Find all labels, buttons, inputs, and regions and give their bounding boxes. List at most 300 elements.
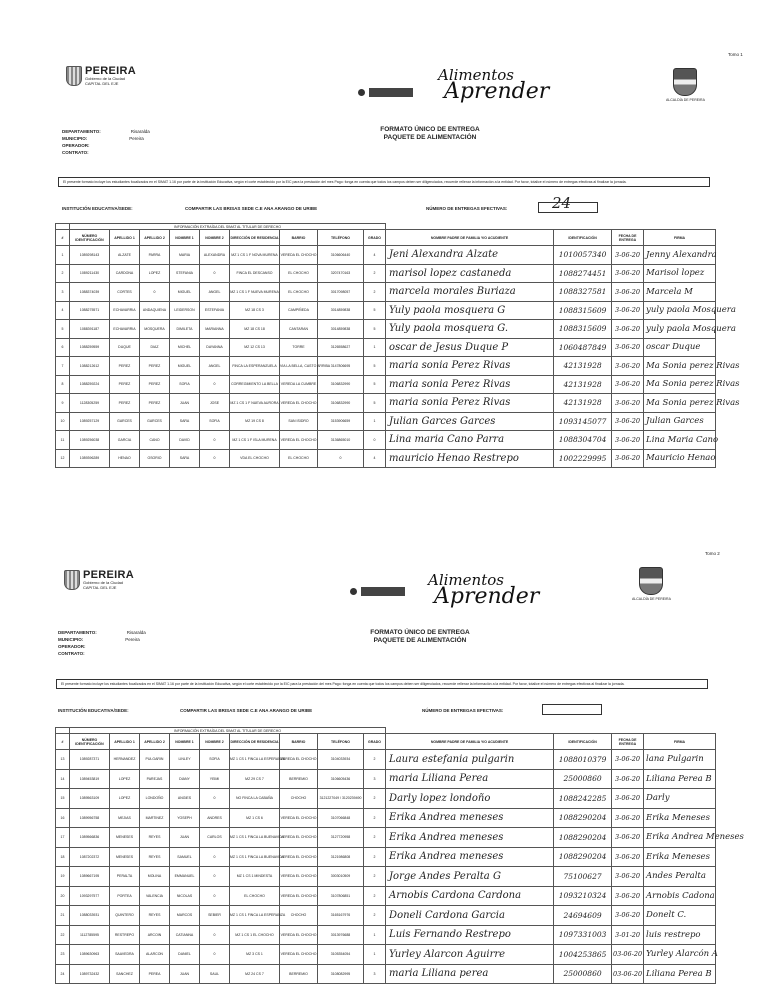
cell-n1: DANIEL: [170, 945, 200, 965]
column-header-ap1: APELLIDO 1: [110, 734, 140, 750]
cell-n: 5: [56, 320, 70, 339]
cell-firma: Mauricio Henao: [644, 449, 716, 468]
cell-ap1: MENESES: [110, 828, 140, 848]
cell-acu: mauricio Henao Restrepo: [386, 449, 554, 468]
cell-n1: EMMANUEL: [170, 867, 200, 887]
cell-n: 19: [56, 867, 70, 887]
cell-tel: 3014859838: [318, 301, 364, 320]
cell-n: 21: [56, 906, 70, 926]
cell-tel: 3127720958: [318, 828, 364, 848]
cell-firma: Marisol lopez: [644, 264, 716, 283]
cell-grado: 5: [364, 394, 386, 413]
cell-ap1: PEREZ: [110, 357, 140, 376]
column-header-tel: TELÉFONO: [318, 734, 364, 750]
cell-id: 1093210324: [554, 886, 612, 906]
cell-fecha: 3-06-20: [612, 375, 644, 394]
cell-firma: Erika Meneses: [644, 847, 716, 867]
cell-acu: Erika Andrea meneses: [386, 828, 554, 848]
cell-id: 75100627: [554, 867, 612, 887]
cell-acu: Doneli Cardona Garcia: [386, 906, 554, 926]
cell-dir: MZ 1 CS 1 EL CHOCHO: [230, 925, 280, 945]
cell-firma: Liliana Perea B: [644, 964, 716, 984]
cell-firma: Liliana Perea B: [644, 769, 716, 789]
cell-grado: 3: [364, 964, 386, 984]
cell-n: 4: [56, 301, 70, 320]
pereira-subtitle-2: CAPITAL DEL EJE: [85, 80, 119, 86]
column-header-acudiente: NOMBRE PADRE DE FAMILIA Y/O ACUDIENTE: [386, 230, 554, 246]
cell-barrio: VEREDA EL CHOCHO: [280, 246, 318, 265]
cell-ap1: PEREZ: [110, 375, 140, 394]
column-header-grado: GRADO: [364, 230, 386, 246]
cell-fecha: 3-06-20: [612, 283, 644, 302]
cell-ap1: SAAVEDRA: [110, 945, 140, 965]
cell-tel: 3105354054: [318, 945, 364, 965]
cell-n: 8: [56, 375, 70, 394]
cell-dir: MZ 3 CS 1: [230, 945, 280, 965]
cell-acu: Yuly paola mosquera G: [386, 301, 554, 320]
cell-grado: 4: [364, 449, 386, 468]
pereira-subtitle-2: CAPITAL DEL EJE: [83, 584, 117, 590]
cell-acu: Yuly paola mosquera G.: [386, 320, 554, 339]
cell-dir: NO FINCA LA CABAÑA: [230, 789, 280, 809]
cell-barrio: VIA LA BELLA, CASTO ARRIBA: [280, 357, 318, 376]
cell-tel: 3106605436: [318, 769, 364, 789]
column-header-acudiente: NOMBRE PADRE DE FAMILIA Y/O ACUDIENTE: [386, 734, 554, 750]
cell-n: 2: [56, 264, 70, 283]
cell-acu: Jeni Alexandra Alzate: [386, 246, 554, 265]
cell-grado: 2: [364, 283, 386, 302]
cell-fecha: 3-06-20: [612, 246, 644, 265]
cell-ap1: LOPEZ: [110, 789, 140, 809]
cell-firma: Lina Maria Cano: [644, 431, 716, 450]
cell-doc: 1089287371: [70, 750, 110, 770]
column-header-barrio: BARRIO: [280, 230, 318, 246]
cell-fecha: 3-06-20: [612, 769, 644, 789]
cell-n2: ANGEL: [200, 357, 230, 376]
cell-barrio: BERREMIO: [280, 769, 318, 789]
cell-doc: 1088033931: [70, 906, 110, 926]
deliveries-box: [542, 704, 602, 715]
table-row: [56, 431, 716, 450]
cell-n1: STEFANIA: [170, 264, 200, 283]
cell-ap2: OSORIO: [140, 449, 170, 468]
cell-fecha: 3-06-20: [612, 867, 644, 887]
cell-grado: 1: [364, 945, 386, 965]
cell-dir: MZ 1 CS 1 F NUEVA MURENA: [230, 283, 280, 302]
cell-ap1: MENESES: [110, 847, 140, 867]
cell-doc: 1089257129: [70, 412, 110, 431]
cell-firma: yuly paola Mosquera: [644, 301, 716, 320]
cell-acu: oscar de Jesus Duque P: [386, 338, 554, 357]
cell-dir: MZ 1 CS 1 F NUEVA AURORA: [230, 394, 280, 413]
cell-id: 1002229995: [554, 449, 612, 468]
cell-acu: maria Liliana Perea: [386, 769, 554, 789]
table-row: [56, 301, 716, 320]
table-row: [56, 449, 716, 468]
cell-n1: LEIDERSON: [170, 301, 200, 320]
cell-grado: 0: [364, 431, 386, 450]
cell-n2: 0: [200, 789, 230, 809]
cell-barrio: VEREDA EL CHOCHO: [280, 431, 318, 450]
cell-tel: 3121986808: [318, 847, 364, 867]
cell-acu: Erika Andrea meneses: [386, 847, 554, 867]
cell-ap2: ALARCON: [140, 945, 170, 965]
cell-doc: 1088259224: [70, 375, 110, 394]
cell-dir: MZ 18 CS 3: [230, 301, 280, 320]
cell-fecha: 3-06-20: [612, 320, 644, 339]
pereira-subtitle: Gobierno de la Ciudad: [83, 580, 124, 585]
cell-n2: ESTEFANIA: [200, 301, 230, 320]
cell-barrio: EL CHOCHO: [280, 449, 318, 468]
cell-n: 7: [56, 357, 70, 376]
cell-id: 1088290204: [554, 847, 612, 867]
cell-dir: FINCA LA ESPERANZUELA: [230, 357, 280, 376]
cell-grado: 1: [364, 925, 386, 945]
cell-doc: 1093297577: [70, 886, 110, 906]
cell-n2: 0: [200, 945, 230, 965]
cell-doc: 1087202372: [70, 847, 110, 867]
cell-firma: Erika Andrea Meneses: [644, 828, 716, 848]
cell-firma: Ma Sonia perez Rivas: [644, 394, 716, 413]
cell-n: 13: [56, 750, 70, 770]
cell-barrio: VEREDA EL CHOCHO: [280, 886, 318, 906]
cell-ap1: LOPEZ: [110, 769, 140, 789]
cell-doc: 1089298143: [70, 246, 110, 265]
cell-barrio: VEREDA LA CUMBRE: [280, 375, 318, 394]
cell-fecha: 3-06-20: [612, 431, 644, 450]
cell-barrio: VEREDA EL CHOCHO: [280, 847, 318, 867]
cell-ap2: PARRA: [140, 246, 170, 265]
cell-id: 42131928: [554, 357, 612, 376]
cell-ap2: ANDAQUIENA: [140, 301, 170, 320]
cell-dir: FINCA EL DESCANSO: [230, 264, 280, 283]
cell-tel: 3106606440: [318, 246, 364, 265]
instructions-notice: El presente formato incluye los estudiantes focalizados en el SIMAT 1.16 por parte de la institución Educativa, según el corte establecido por la EIC para la prestación del mes Pago: fonga en cuenta que todos los campos deben ser diligenciados, recuerde rellenar la información a la entidad. Por favor, totalice el número de entregas efectivas al finalizar la jornada.: [58, 177, 710, 187]
cell-dir: MZ 19 CS 8: [230, 412, 280, 431]
column-header-fecha: FECHA DE ENTREGA: [612, 734, 644, 750]
table-header-row: [56, 734, 716, 750]
cell-ap1: CARDONA: [110, 264, 140, 283]
column-header-fecha: FECHA DE ENTREGA: [612, 230, 644, 246]
cell-n: 23: [56, 945, 70, 965]
cell-fecha: 3-06-20: [612, 886, 644, 906]
cell-barrio: VEREDA EL CHOCHO: [280, 808, 318, 828]
cell-fecha: 03-06-20: [612, 945, 644, 965]
cell-doc: 1089453819: [70, 769, 110, 789]
cell-grado: 2: [364, 867, 386, 887]
cell-n2: ANGEL: [200, 283, 230, 302]
cell-doc: 1112785595: [70, 925, 110, 945]
table-row: [56, 320, 716, 339]
cell-dir: MZ 1 CS 6: [230, 808, 280, 828]
cell-acu: maria sonia Perez Rivas: [386, 357, 554, 376]
cell-acu: Erika Andrea meneses: [386, 808, 554, 828]
cell-ap2: REYES: [140, 828, 170, 848]
cell-grado: 2: [364, 906, 386, 926]
cell-dir: CORREGIMIENTO LA BELLA: [230, 375, 280, 394]
cell-id: 1088010379: [554, 750, 612, 770]
cell-n1: MIGUEL: [170, 283, 200, 302]
cell-tel: 0: [318, 449, 364, 468]
column-header-ident: IDENTIFICACIÓN: [554, 230, 612, 246]
cell-id: 1060487849: [554, 338, 612, 357]
column-header-firma: FIRMA: [644, 230, 716, 246]
cell-n1: DAVID: [170, 431, 200, 450]
cell-ap2: ARCOIN: [140, 925, 170, 945]
cell-firma: Yurley Alarcón A: [644, 945, 716, 965]
cell-id: 42131928: [554, 394, 612, 413]
table-row: [56, 789, 716, 809]
column-header-doc: NÚMERO IDENTIFICACIÓN: [70, 230, 110, 246]
deliveries-value: 24: [552, 194, 572, 212]
cell-ap1: PERALTA: [110, 867, 140, 887]
cell-id: 1004253865: [554, 945, 612, 965]
cell-tel: 3107066848: [318, 808, 364, 828]
cell-n1: SARA: [170, 449, 200, 468]
cell-fecha: 3-06-20: [612, 789, 644, 809]
cell-n: 17: [56, 828, 70, 848]
cell-id: 25000860: [554, 964, 612, 984]
cell-doc: 1128305259: [70, 394, 110, 413]
cell-ap1: HERNANDEZ: [110, 750, 140, 770]
cell-ap2: PEREZ: [140, 375, 170, 394]
cell-n2: 0: [200, 867, 230, 887]
cell-n: 16: [56, 808, 70, 828]
cell-n1: JUAN: [170, 964, 200, 984]
cell-id: 1088304704: [554, 431, 612, 450]
cell-ap1: QUINTERO: [110, 906, 140, 926]
cell-doc: 1089667195: [70, 867, 110, 887]
cell-id: 1088274451: [554, 264, 612, 283]
cell-acu: maria sonia Perez Rivas: [386, 394, 554, 413]
cell-n2: 0: [200, 431, 230, 450]
cell-ap2: LOPEZ: [140, 264, 170, 283]
cell-grado: 5: [364, 357, 386, 376]
alcaldia-logo: ALCALDÍA DE PEREIRA: [666, 68, 705, 102]
cell-tel: 3207470163: [318, 264, 364, 283]
cell-n2: DAYANNA: [200, 338, 230, 357]
cell-fecha: 3-06-20: [612, 828, 644, 848]
cell-ap2: DIAZ: [140, 338, 170, 357]
cell-fecha: 3-06-20: [612, 847, 644, 867]
cell-n: 3: [56, 283, 70, 302]
cell-id: 25000860: [554, 769, 612, 789]
cell-acu: Darly lopez londoño: [386, 789, 554, 809]
cell-grado: 1: [364, 338, 386, 357]
cell-grado: 2: [364, 886, 386, 906]
cell-tel: 3136865010: [318, 431, 364, 450]
cell-firma: luis restrepo: [644, 925, 716, 945]
cell-id: 1010057340: [554, 246, 612, 265]
cell-barrio: VEREDA EL CHOCHO: [280, 394, 318, 413]
cell-n1: SARA: [170, 412, 200, 431]
cell-ap1: GARCES: [110, 412, 140, 431]
cell-grado: 3: [364, 769, 386, 789]
cell-tel: 3106832990: [318, 394, 364, 413]
cell-firma: oscar Duque: [644, 338, 716, 357]
column-header-num: #: [56, 230, 70, 246]
cell-n1: CATIANNA: [170, 925, 200, 945]
column-header-num: #: [56, 734, 70, 750]
cell-doc: 1088374039: [70, 283, 110, 302]
cell-doc: 1089396289: [70, 449, 110, 468]
cell-n: 22: [56, 925, 70, 945]
cell-barrio: VEREDA EL CHOCHO: [280, 828, 318, 848]
cell-n1: MARCOS: [170, 906, 200, 926]
cell-barrio: CHOCHO: [280, 789, 318, 809]
cell-firma: Ma Sonia perez Rivas: [644, 357, 716, 376]
cell-ap1: ECHAVARRIA: [110, 301, 140, 320]
cell-grado: 4: [364, 246, 386, 265]
pereira-wordmark: PEREIRA: [85, 65, 136, 77]
partner-logos: [350, 587, 405, 596]
table-row: [56, 357, 716, 376]
table-row: [56, 867, 716, 887]
cell-acu: maria sonia Perez Rivas: [386, 375, 554, 394]
cell-n1: LINLEY: [170, 750, 200, 770]
institution-value: COMPARTIR LAS BRISAS SEDE C.E ANA ARANGO DE URIBE: [185, 206, 318, 211]
cell-grado: 2: [364, 750, 386, 770]
column-header-ap2: APELLIDO 2: [140, 734, 170, 750]
cell-ap2: PEREZ: [140, 357, 170, 376]
cell-acu: Jorge Andes Peralta G: [386, 867, 554, 887]
pereira-subtitle: Gobierno de la Ciudad: [85, 76, 126, 81]
cell-ap2: PULGARIN: [140, 750, 170, 770]
cell-n1: MICHEL: [170, 338, 200, 357]
cell-doc: 1088259559: [70, 338, 110, 357]
cell-firma: Arnobis Cadona: [644, 886, 716, 906]
cell-barrio: TORRE: [280, 338, 318, 357]
cell-ap2: 0: [140, 283, 170, 302]
cell-firma: Ma Sonia perez Rivas: [644, 375, 716, 394]
table-header-row: [56, 230, 716, 246]
cell-barrio: VEREDA EL CHOCHO: [280, 867, 318, 887]
partner-seal-icon: [350, 588, 357, 595]
cell-n1: MIGUEL: [170, 357, 200, 376]
cell-firma: Jenny Alexandra: [644, 246, 716, 265]
cell-grado: 2: [364, 847, 386, 867]
cell-n1: SAMUEL: [170, 847, 200, 867]
cell-ap1: PORTEA: [110, 886, 140, 906]
cell-n: 20: [56, 886, 70, 906]
cell-n: 11: [56, 431, 70, 450]
table-row: [56, 828, 716, 848]
cell-fecha: 3-06-20: [612, 750, 644, 770]
column-header-tel: TELÉFONO: [318, 230, 364, 246]
cell-grado: 2: [364, 264, 386, 283]
cell-firma: Marcela M: [644, 283, 716, 302]
cell-fecha: 3-06-20: [612, 808, 644, 828]
column-header-n2: NOMBRE 2: [200, 230, 230, 246]
simat-group-header: INFORMACIÓN EXTRAÍDA DEL SIMAT AL TITULAR DE DERECHO: [70, 728, 386, 734]
cell-firma: lana Pulgarin: [644, 750, 716, 770]
cell-n2: SAUL: [200, 964, 230, 984]
column-header-ap1: APELLIDO 1: [110, 230, 140, 246]
cell-barrio: VEREDA EL CHOCHO: [280, 945, 318, 965]
cell-acu: Lina maria Cano Parra: [386, 431, 554, 450]
cell-tel: 3014859838: [318, 320, 364, 339]
partner-logo-icon: [361, 587, 405, 596]
cell-barrio: CAMPIÑEDA: [280, 301, 318, 320]
cell-fecha: 3-06-20: [612, 357, 644, 376]
table-row: [56, 925, 716, 945]
cell-grado: 5: [364, 301, 386, 320]
cell-ap1: HENAO: [110, 449, 140, 468]
cell-acu: marisol lopez castaneda: [386, 264, 554, 283]
cell-ap2: GARCES: [140, 412, 170, 431]
cell-n: 12: [56, 449, 70, 468]
cell-dir: MZ 1 CS 1 F ISLA MURENA: [230, 431, 280, 450]
column-header-barrio: BARRIO: [280, 734, 318, 750]
page-mark: Tomo 1: [728, 52, 743, 57]
cell-ap2: MARTINEZ: [140, 808, 170, 828]
cell-dir: MZ 29 CS 7: [230, 769, 280, 789]
cell-tel: 3107806851: [318, 886, 364, 906]
cell-ap1: ALZATE: [110, 246, 140, 265]
cell-dir: MZ 1 CS 1 FINCA LA ESPERANZA: [230, 750, 280, 770]
cell-n2: ALEXANDRA: [200, 246, 230, 265]
cell-n1: JUAN: [170, 828, 200, 848]
column-header-n1: NOMBRE 1: [170, 734, 200, 750]
cell-n2: 0: [200, 449, 230, 468]
table-row: [56, 769, 716, 789]
cell-id: 1088315609: [554, 320, 612, 339]
cell-fecha: 3-06-20: [612, 394, 644, 413]
partner-logos: [358, 88, 413, 97]
cell-acu: Arnobis Cardona Cardona: [386, 886, 554, 906]
cell-n2: 0: [200, 925, 230, 945]
cell-acu: Luis Fernando Restrepo: [386, 925, 554, 945]
form-meta: DEPARTAMENTO: Risaralda MUNICIPIO: Pereira OPERADOR: CONTRATO:: [58, 630, 146, 656]
table-row: [56, 906, 716, 926]
cell-tel: 3003010509: [318, 867, 364, 887]
column-header-n2: NOMBRE 2: [200, 734, 230, 750]
cell-doc: 1089566836: [70, 828, 110, 848]
pereira-crest-icon: [64, 570, 80, 590]
cell-ap2: PEREZ: [140, 394, 170, 413]
cell-dir: EL CHOCHO: [230, 886, 280, 906]
cell-ap2: MOSQUERA: [140, 320, 170, 339]
page-mark: Tomo 2: [705, 551, 720, 556]
cell-doc: 1089732432: [70, 964, 110, 984]
cell-ap1: GARCIA: [110, 431, 140, 450]
cell-id: 1088315609: [554, 301, 612, 320]
cell-id: 1088242285: [554, 789, 612, 809]
table-row: [56, 412, 716, 431]
cell-n2: SOFIA: [200, 412, 230, 431]
cell-id: 1088290204: [554, 808, 612, 828]
cell-acu: Julian Garces Garces: [386, 412, 554, 431]
cell-n: 14: [56, 769, 70, 789]
cell-fecha: 3-01-20: [612, 925, 644, 945]
table-row: [56, 750, 716, 770]
cell-tel: 3153906659: [318, 412, 364, 431]
cell-doc: 1088275571: [70, 301, 110, 320]
cell-n: 6: [56, 338, 70, 357]
column-header-firma: FIRMA: [644, 734, 716, 750]
column-header-ap2: APELLIDO 2: [140, 230, 170, 246]
cell-doc: 1089956758: [70, 808, 110, 828]
alcaldia-shield-icon: [673, 68, 697, 96]
cell-ap2: LONDOÑO: [140, 789, 170, 809]
cell-dir: MZ 1 CS 1 FINCA LA BUENAVIDA: [230, 828, 280, 848]
cell-doc: 1089563109: [70, 789, 110, 809]
cell-n: 10: [56, 412, 70, 431]
cell-firma: Donelt C.: [644, 906, 716, 926]
cell-n1: YOSEPH: [170, 808, 200, 828]
table-row: [56, 847, 716, 867]
cell-n1: DIMILETA: [170, 320, 200, 339]
